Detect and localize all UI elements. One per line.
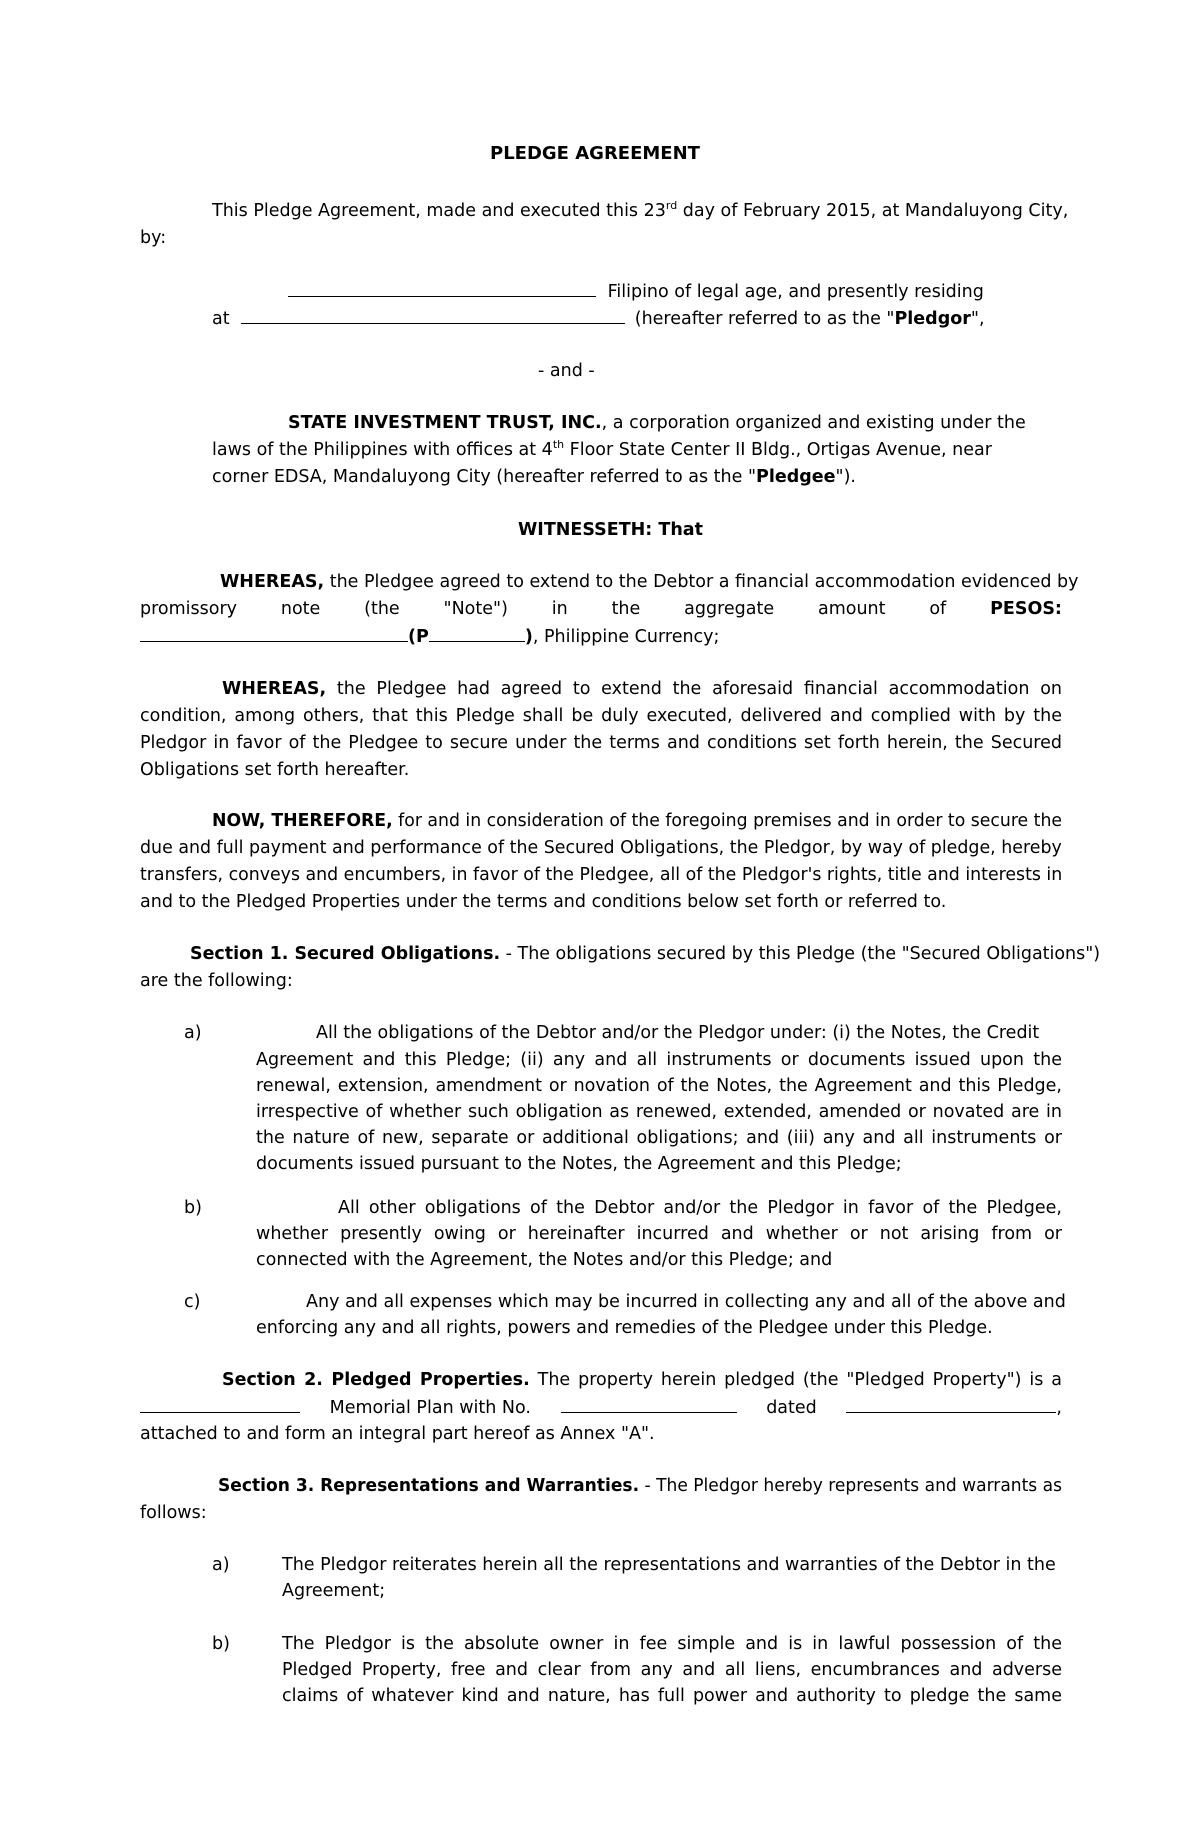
- section-1-item-a-line-6: documents issued pursuant to the Notes, the Agreement and this Pledge;: [256, 1154, 902, 1174]
- whereas-1-line-3: [140, 623, 719, 650]
- section-1-item-a-line-2: Agreement and this Pledge; (ii) any and all instruments or documents issued upon the: [256, 1050, 1062, 1070]
- intro-text-after: day of February 2015, at Mandaluyong City,: [677, 201, 1069, 221]
- pledgee-term: Pledgee: [756, 467, 836, 487]
- memorial-plan-text: Memorial Plan with No.: [329, 1398, 531, 1418]
- pledgee-line-2-before: laws of the Philippines with offices at 4: [212, 440, 553, 460]
- pledgor-term: Pledgor: [894, 309, 971, 329]
- amount-words-blank[interactable]: [140, 623, 408, 642]
- plan-number-blank[interactable]: [561, 1394, 737, 1413]
- whereas-1-line-2: [140, 596, 1062, 622]
- section-3-line-1-rest: - The Pledgor hereby represents and warrants as: [639, 1476, 1062, 1496]
- amount-p-open: (P: [408, 627, 429, 647]
- pledgee-line-3-end: ").: [835, 467, 856, 487]
- amount-p-close: ): [524, 627, 533, 647]
- whereas-1-line-2-word: PESOS:: [990, 599, 1062, 619]
- intro-line: [212, 198, 1068, 224]
- section-3-line-2: follows:: [140, 1503, 207, 1523]
- section-2-label: Section 2. Pledged Properties.: [222, 1370, 530, 1390]
- section-1-item-a-line-3: renewal, extension, amendment or novation of the Notes, the Agreement and this Pledge,: [256, 1076, 1062, 1096]
- pledgee-line-2: [212, 437, 992, 463]
- whereas-1-lead: WHEREAS,: [220, 572, 325, 592]
- whereas-1-line-2-word: of: [929, 599, 947, 619]
- section-2-line-2: [140, 1394, 1062, 1421]
- plan-date-comma: ,: [1056, 1398, 1062, 1418]
- pledgee-line-2-after: Floor State Center II Bldg., Ortigas Avenue, near: [564, 440, 992, 460]
- section-1-item-a-line-4: irrespective of whether such obligation as renewed, extended, amended or novated are in: [256, 1102, 1062, 1122]
- whereas-2-line-4: Obligations set forth hereafter.: [140, 760, 410, 780]
- dated-text: dated: [766, 1398, 817, 1418]
- whereas-2-lead: WHEREAS,: [222, 679, 327, 699]
- whereas-2-line-1-rest: the Pledgee had agreed to extend the aforesaid financial accommodation on: [326, 679, 1062, 699]
- section-3-label: Section 3. Representations and Warranties.: [218, 1476, 640, 1496]
- witnesseth-heading: WITNESSETH: That: [518, 520, 703, 540]
- whereas-1-line-2-word: promissory: [140, 599, 238, 619]
- section-2-line-1: [222, 1367, 1062, 1393]
- pledgor-line-1-text: Filipino of legal age, and presently residing: [607, 282, 984, 302]
- section-3-item-a-line-2: Agreement;: [282, 1581, 386, 1601]
- and-separator: - and -: [538, 361, 595, 381]
- whereas-1-line-1-rest: the Pledgee agreed to extend to the Debtor a financial accommodation evidenced by: [324, 572, 1079, 592]
- section-3-item-b-line-1: The Pledgor is the absolute owner in fee simple and is in lawful possession of the: [282, 1634, 1062, 1654]
- section-1-item-b-line-1: All other obligations of the Debtor and/or the Pledgor in favor of the Pledgee,: [338, 1198, 1062, 1218]
- whereas-1-line-2-word: the: [611, 599, 641, 619]
- section-1-line-1-rest: - The obligations secured by this Pledge (the "Secured Obligations"): [500, 944, 1101, 964]
- intro-text-before: This Pledge Agreement, made and executed this 23: [212, 201, 666, 221]
- section-1-item-a-marker: a): [184, 1023, 202, 1043]
- section-3-item-b-line-2: Pledged Property, free and clear from any and all liens, encumbrances and adverse: [282, 1660, 1062, 1680]
- whereas-1-line-2-word: note: [280, 599, 321, 619]
- pledgor-at: at: [212, 309, 230, 329]
- section-3-item-a-line-1: The Pledgor reiterates herein all the representations and warranties of the Debtor in the: [282, 1555, 1056, 1575]
- whereas-1-line-3-rest: , Philippine Currency;: [532, 627, 720, 647]
- section-1-item-a-line-1: All the obligations of the Debtor and/or the Pledgor under: (i) the Notes, the Credit: [316, 1023, 1040, 1043]
- whereas-1-line-2-word: aggregate: [684, 599, 775, 619]
- now-therefore-lead: NOW, THEREFORE,: [212, 811, 393, 831]
- whereas-2-line-1: [222, 676, 1062, 702]
- section-1-line-1: [190, 941, 1100, 967]
- section-3-item-b-line-3: claims of whatever kind and nature, has full power and authority to pledge the same: [282, 1686, 1062, 1706]
- pledgee-floor-suffix: th: [552, 438, 565, 451]
- section-1-line-2: are the following:: [140, 971, 293, 991]
- section-1-item-a-line-5: the nature of new, separate or additional obligations; and (iii) any and all instruments or: [256, 1128, 1062, 1148]
- section-1-item-c-marker: c): [184, 1292, 201, 1312]
- whereas-2-line-3: Pledgor in favor of the Pledgee to secure under the terms and conditions set forth herein, the Secured: [140, 733, 1062, 753]
- whereas-1-line-2-word: in: [551, 599, 568, 619]
- plan-date-group: [846, 1394, 1062, 1421]
- pledgee-line-3-text: corner EDSA, Mandaluyong City (hereafter referred to as the ": [212, 467, 757, 487]
- page-title: PLEDGE AGREEMENT: [490, 143, 700, 164]
- pledgor-line-2-end: ",: [970, 309, 985, 329]
- whereas-1-line-2-word: amount: [817, 599, 886, 619]
- section-1-item-b-line-3: connected with the Agreement, the Notes and/or this Pledge; and: [256, 1250, 833, 1270]
- section-3-item-b-marker: b): [212, 1634, 230, 1654]
- pledgee-name: STATE INVESTMENT TRUST, INC.: [288, 413, 602, 433]
- pledgor-line-2: [212, 305, 985, 332]
- section-1-item-b-line-2: whether presently owing or hereinafter incurred and whether or not arising from or: [256, 1224, 1062, 1244]
- section-2-line-1-rest: The property herein pledged (the "Pledged Property") is a: [529, 1370, 1062, 1390]
- intro-by: by:: [140, 228, 167, 248]
- now-therefore-line-1-rest: for and in consideration of the foregoing premises and in order to secure the: [392, 811, 1063, 831]
- section-2-line-3: attached to and form an integral part hereof as Annex "A".: [140, 1424, 655, 1444]
- intro-day-suffix: rd: [665, 199, 678, 212]
- pledgor-line-1: [288, 278, 984, 305]
- whereas-2-line-2: condition, among others, that this Pledge shall be duly executed, delivered and complied with by the: [140, 706, 1062, 726]
- now-therefore-line-3: transfers, conveys and encumbers, in favor of the Pledgee, all of the Pledgor's rights, title and interests in: [140, 865, 1063, 885]
- section-3-item-a-marker: a): [212, 1555, 230, 1575]
- plan-date-blank[interactable]: [846, 1394, 1056, 1413]
- pledgor-address-blank[interactable]: [241, 305, 625, 324]
- amount-figures-blank[interactable]: [429, 623, 525, 642]
- now-therefore-line-2: due and full payment and performance of the Secured Obligations, the Pledgor, by way of pledge, hereby: [140, 838, 1062, 858]
- whereas-1-line-2-word: "Note"): [443, 599, 508, 619]
- plan-holder-blank[interactable]: [140, 1394, 300, 1413]
- whereas-1-line-1: [220, 569, 1078, 595]
- pledgee-line-1-rest: , a corporation organized and existing under the: [601, 413, 1026, 433]
- pledgee-line-3: [212, 464, 856, 490]
- section-3-line-1: [218, 1473, 1062, 1499]
- now-therefore-line-4: and to the Pledged Properties under the terms and conditions below set forth or referred to.: [140, 892, 947, 912]
- pledgor-name-blank[interactable]: [288, 278, 596, 297]
- section-1-label: Section 1. Secured Obligations.: [190, 944, 501, 964]
- now-therefore-line-1: [212, 808, 1062, 834]
- whereas-1-line-2-word: (the: [364, 599, 400, 619]
- pledgor-line-2-text: (hereafter referred to as the ": [634, 309, 895, 329]
- section-1-item-c-line-1: Any and all expenses which may be incurred in collecting any and all of the above and: [306, 1292, 1066, 1312]
- section-1-item-b-marker: b): [184, 1198, 202, 1218]
- pledgee-line-1: [288, 410, 1026, 436]
- section-1-item-c-line-2: enforcing any and all rights, powers and remedies of the Pledgee under this Pledge.: [256, 1318, 993, 1338]
